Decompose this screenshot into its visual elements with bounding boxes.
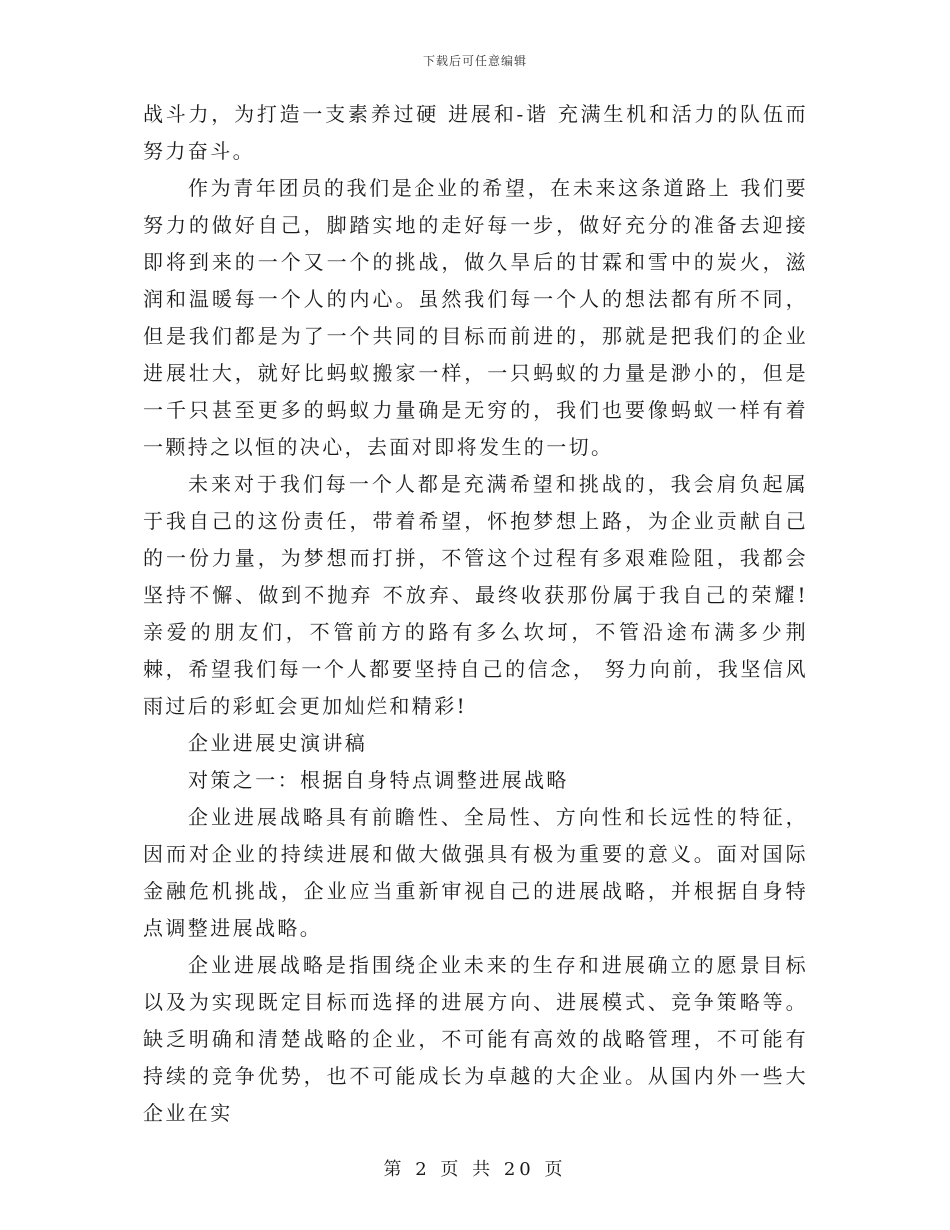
page-header: 下载后可任意编辑	[422, 54, 527, 68]
subsection-title: 对策之一：根据自身特点调整进展战略	[188, 768, 569, 792]
paragraph: 作为青年团员的我们是企业的希望，在未来这条道路上 我们要努力的做好自己，脚踏实地的走好每一步，做好充分的准备去迎接即将到来的一个又一个的挑战，做久旱后的甘霖和雪中的炭火，滋润和温暖每一个人的内心。虽然我们每一个人的想法都有所不同，但是我们都是为了一个共同的目标而前进的，那就是把我们的企业进展壮大，就好比蚂蚁搬家一样，一只蚂蚁的力量是渺小的，但是一千只甚至更多的蚂蚁力量确是无穷的，我们也要像蚂蚁一样有着一颗持之以恒的决心，去面对即将发生的一切。	[143, 176, 808, 459]
document-body	[143, 96, 808, 1132]
section-title: 企业进展史演讲稿	[188, 731, 368, 755]
paragraph: 未来对于我们每一个人都是充满希望和挑战的，我会肩负起属于我自己的这份责任，带着希望，怀抱梦想上路，为企业贡献自己的一份力量，为梦想而打拼，不管这个过程有多艰难险阻，我都会坚持不懈、做到不抛弃 不放弃、最终收获那份属于我自己的荣耀!亲爱的朋友们，不管前方的路有多么坎坷，不管沿途布满多少荆棘，希望我们每一个人都要坚持自己的信念， 努力向前，我坚信风雨过后的彩虹会更加灿烂和精彩!	[143, 472, 808, 718]
paragraph-continuation: 战斗力，为打造一支素养过硬 进展和-谐 充满生机和活力的队伍而努力奋斗。	[143, 102, 808, 163]
paragraph: 企业进展战略是指围绕企业未来的生存和进展确立的愿景目标以及为实现既定目标而选择的进展方向、进展模式、竞争策略等。缺乏明确和清楚战略的企业，不可能有高效的战略管理，不可能有持续的竞争优势，也不可能成长为卓越的大企业。从国内外一些大企业在实	[143, 953, 808, 1125]
paragraph: 企业进展战略具有前瞻性、全局性、方向性和长远性的特征，因而对企业的持续进展和做大做强具有极为重要的意义。面对国际金融危机挑战，企业应当重新审视自己的进展战略，并根据自身特点调整进展战略。	[143, 805, 808, 940]
page-footer: 第 2 页 共 20 页	[383, 1159, 567, 1180]
